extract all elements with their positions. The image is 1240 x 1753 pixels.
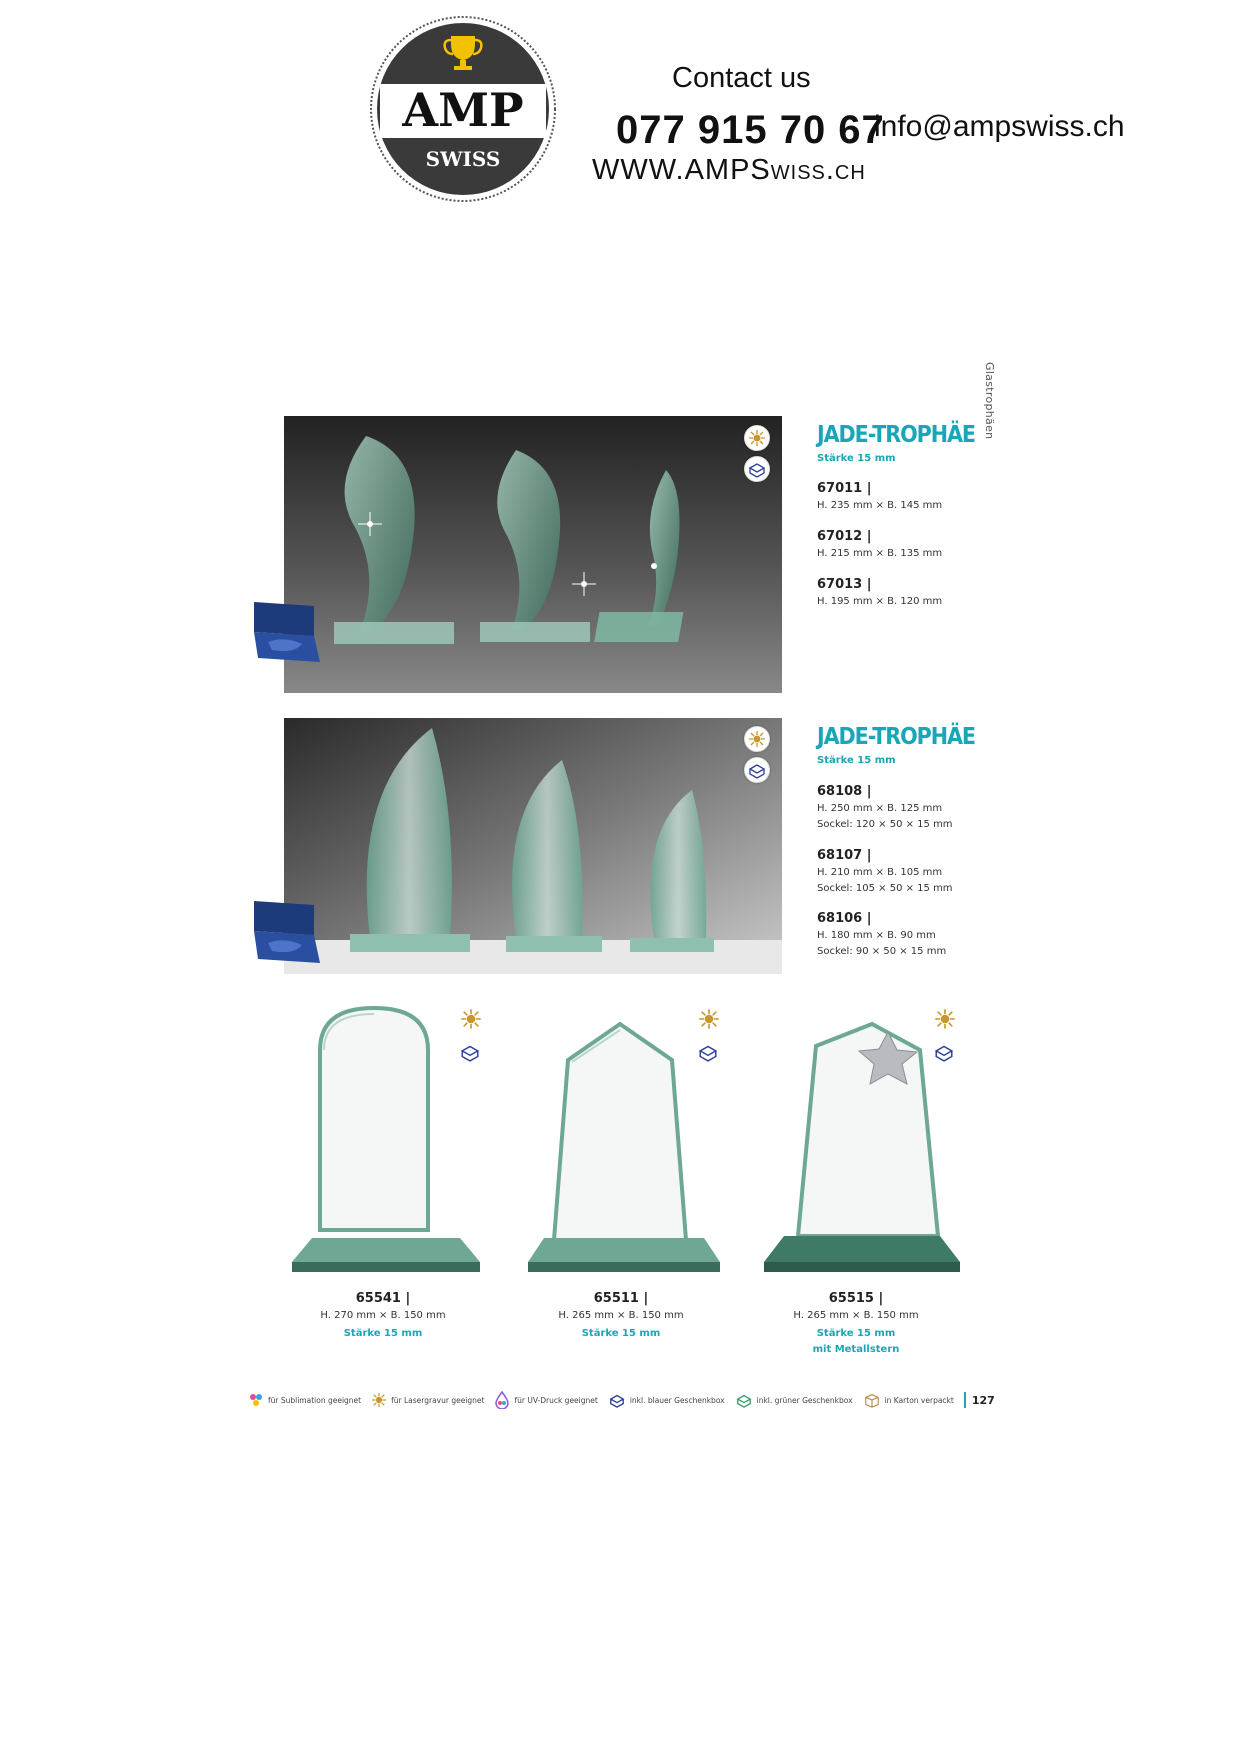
article-number: 67013 | xyxy=(817,577,872,592)
legend-item-sublimation: für Sublimation geeignet xyxy=(248,1391,361,1409)
trophy-card-65511 xyxy=(522,1000,722,1280)
blue-gift-box-icon xyxy=(698,1042,718,1062)
article-dimensions: H. 195 mm × B. 120 mm xyxy=(817,596,943,607)
blue-gift-box-image xyxy=(250,592,324,672)
product-title-2: JADE-TROPHÄE xyxy=(817,724,975,750)
legend-bar xyxy=(248,1390,995,1410)
uv-print-icon xyxy=(494,1391,510,1409)
article-dimensions: H. 180 mm × B. 90 mm xyxy=(817,930,936,941)
legend-item-blue-box: inkl. blauer Geschenkbox xyxy=(608,1392,725,1408)
product-thickness-2: Stärke 15 mm xyxy=(817,755,896,766)
trophy-card-65515 xyxy=(760,1000,960,1280)
amp-swiss-logo xyxy=(368,14,558,204)
article-thickness: Stärke 15 mm xyxy=(816,1328,896,1339)
article-number: 68108 | xyxy=(817,784,872,799)
article-thickness: Stärke 15 mm xyxy=(581,1328,661,1339)
article-thickness: Stärke 15 mm xyxy=(343,1328,423,1339)
laser-engraving-icon xyxy=(371,1392,387,1408)
sublimation-icon xyxy=(248,1391,264,1409)
article-number: 68106 | xyxy=(817,911,872,926)
blue-gift-box-image xyxy=(250,893,324,973)
article-extra-feature: mit Metallstern xyxy=(812,1344,900,1355)
blue-gift-box-icon xyxy=(608,1392,626,1408)
blue-gift-box-icon xyxy=(460,1042,480,1062)
legend-item-uv-print: für UV-Druck geeignet xyxy=(494,1391,597,1409)
article-dimensions: H. 215 mm × B. 135 mm xyxy=(817,548,943,559)
article-base-dimensions: Sockel: 90 × 50 × 15 mm xyxy=(817,946,947,957)
page-number: 127 xyxy=(971,1393,995,1407)
laser-engraving-icon xyxy=(460,1008,482,1030)
article-dimensions: H. 265 mm × B. 150 mm xyxy=(558,1310,684,1321)
article-dimensions: H. 265 mm × B. 150 mm xyxy=(793,1310,919,1321)
website-link[interactable]: WWW.AMPSwiss.ch xyxy=(592,154,866,186)
article-number: 68107 | xyxy=(817,848,872,863)
article-number: 67012 | xyxy=(817,529,872,544)
contact-title: Contact us xyxy=(672,62,811,94)
article-dimensions: H. 210 mm × B. 105 mm xyxy=(817,867,943,878)
phone-number[interactable]: 077 915 70 67 xyxy=(616,108,885,152)
jade-trophy-photo-2 xyxy=(284,718,782,974)
legend-item-carton: in Karton verpackt xyxy=(863,1392,954,1408)
laser-engraving-icon xyxy=(698,1008,720,1030)
product-thickness-1: Stärke 15 mm xyxy=(817,453,896,464)
laser-engraving-icon xyxy=(744,726,770,752)
svg-text:SWISS: SWISS xyxy=(425,147,501,171)
product-title-1: JADE-TROPHÄE xyxy=(817,422,975,448)
legend-item-green-box: inkl. grüner Geschenkbox xyxy=(735,1392,853,1408)
article-number: 65515 | xyxy=(828,1291,884,1306)
legend-divider xyxy=(964,1392,966,1408)
article-number: 67011 | xyxy=(817,481,872,496)
blue-gift-box-icon xyxy=(744,757,770,783)
article-number: 65541 | xyxy=(355,1291,411,1306)
category-side-label: Glastrophäen xyxy=(983,362,996,440)
article-dimensions: H. 270 mm × B. 150 mm xyxy=(320,1310,446,1321)
article-base-dimensions: Sockel: 120 × 50 × 15 mm xyxy=(817,819,953,830)
jade-trophy-photo-1 xyxy=(284,416,782,693)
blue-gift-box-icon xyxy=(744,456,770,482)
laser-engraving-icon xyxy=(934,1008,956,1030)
green-gift-box-icon xyxy=(735,1392,753,1408)
carton-box-icon xyxy=(863,1392,881,1408)
email-address[interactable]: info@ampswiss.ch xyxy=(874,110,1125,143)
article-dimensions: H. 250 mm × B. 125 mm xyxy=(817,803,943,814)
article-number: 65511 | xyxy=(593,1291,649,1306)
legend-item-laser: für Lasergravur geeignet xyxy=(371,1392,484,1408)
article-dimensions: H. 235 mm × B. 145 mm xyxy=(817,500,943,511)
trophy-card-65541 xyxy=(284,1000,484,1280)
svg-text:AMP: AMP xyxy=(402,83,524,137)
article-base-dimensions: Sockel: 105 × 50 × 15 mm xyxy=(817,883,953,894)
laser-engraving-icon xyxy=(744,425,770,451)
blue-gift-box-icon xyxy=(934,1042,954,1062)
